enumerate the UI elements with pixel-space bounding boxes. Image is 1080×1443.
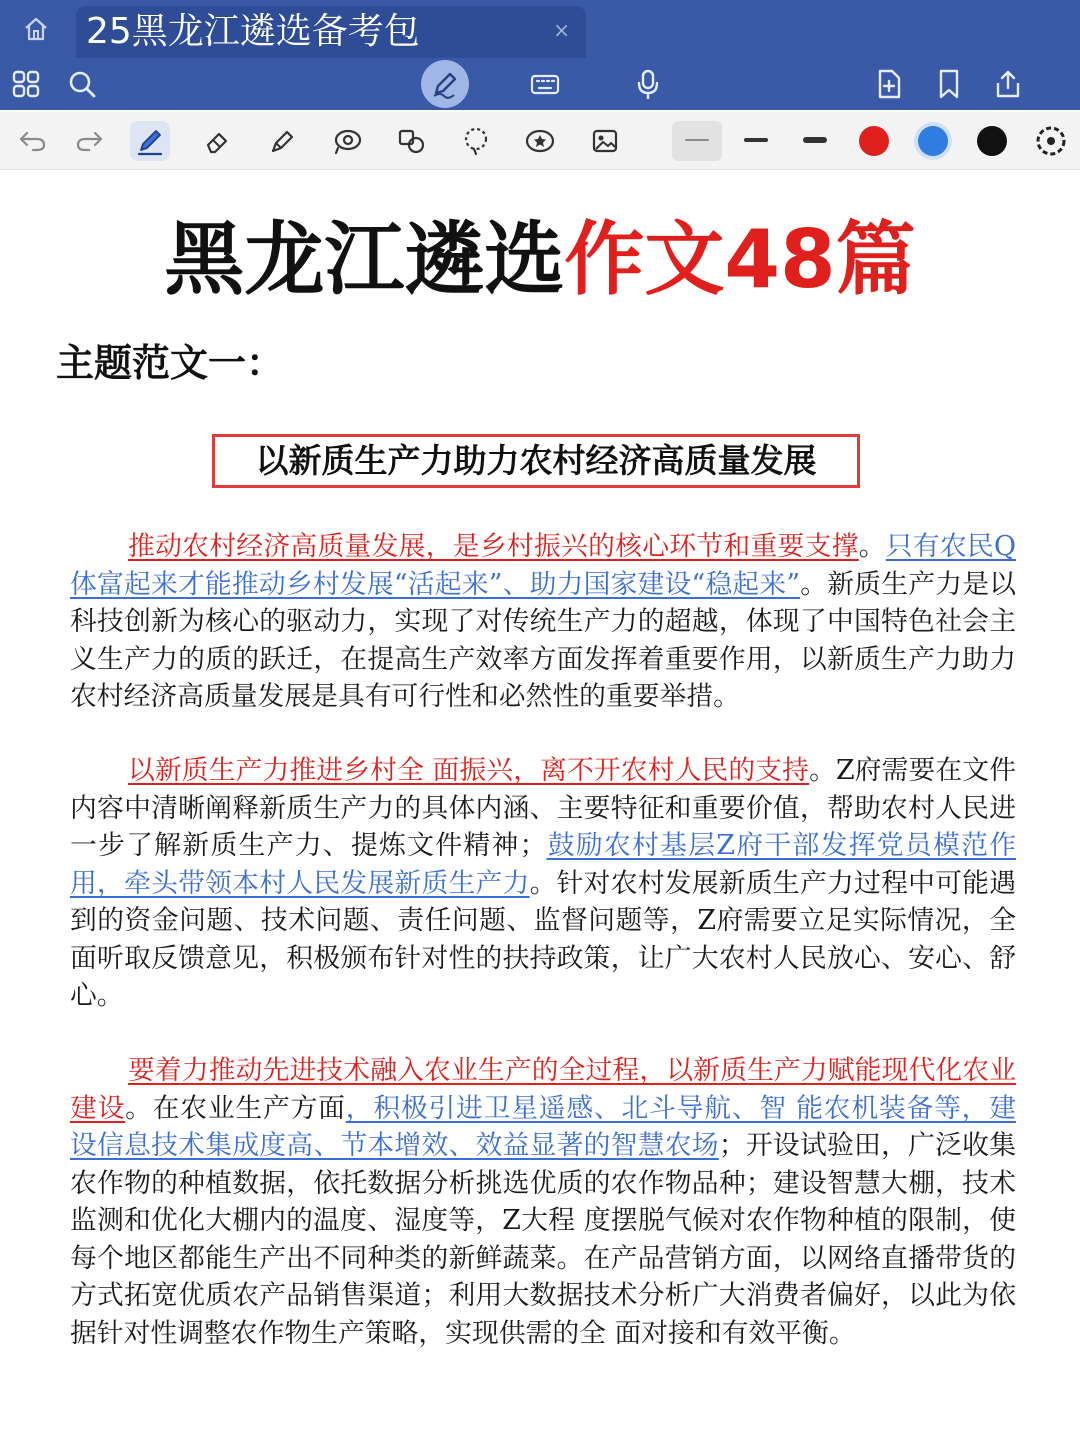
color-blue-swatch[interactable] — [918, 126, 948, 156]
pen-mode-button[interactable] — [421, 60, 469, 108]
p1-body-text: 。新质生产力是以科技创新为核心的驱动力，实现了对传统生产力的超越，体现了中国特色社会主义生产力的质的跃迁，在提高生产效率方面发挥着重要作用，以新质生产力助力农村经济高质量发展是具有可行性和必然性的重要举措。 — [70, 568, 1017, 712]
p3-blue-highlight: ，积极引进卫星遥感、北斗导航、智 能农机装备等，建设信息技术集成度高、节本增效、效益显著的智慧农场 — [70, 1092, 1017, 1161]
document-tab[interactable] — [76, 6, 586, 58]
section-subheading: 主题范文一： — [56, 340, 285, 385]
home-icon — [23, 16, 49, 42]
sticker-icon[interactable] — [520, 121, 560, 161]
undo-icon[interactable] — [12, 121, 52, 161]
page-heading — [0, 212, 1080, 308]
keyboard-icon[interactable] — [525, 64, 565, 104]
thin-line-option[interactable] — [672, 121, 722, 161]
eraser-icon[interactable] — [198, 121, 238, 161]
p1-mid-text: 。 — [858, 531, 886, 562]
essay-title-box — [212, 434, 860, 488]
shapes-icon[interactable] — [392, 121, 432, 161]
color-red-swatch[interactable] — [859, 126, 889, 156]
p3-red-highlight: 要着力推动先进技术融入农业生产的全过程，以新质生产力赋能现代化农业建设 — [70, 1055, 1016, 1124]
search-icon[interactable] — [62, 64, 102, 104]
essay-title: 以新质生产力助力农村经济高质量发展 — [255, 441, 817, 480]
bookmark-icon[interactable] — [929, 64, 969, 104]
paragraph-1 — [70, 528, 1016, 716]
microphone-icon[interactable] — [628, 64, 668, 104]
select-icon[interactable] — [456, 121, 496, 161]
title-bar — [0, 0, 1080, 58]
paragraph-2 — [70, 752, 1016, 1015]
heading-black-part: 黑龙江遴选 — [164, 213, 565, 306]
close-tab-icon[interactable]: × — [553, 18, 570, 42]
redo-icon[interactable] — [70, 121, 110, 161]
p3-mid-text: 。在农业生产方面 — [125, 1092, 346, 1124]
image-icon[interactable] — [585, 121, 625, 161]
thin-line-sample — [685, 139, 709, 141]
p1-red-highlight: 推动农村经济高质量发展，是乡村振兴的核心环节和重要支撑 — [128, 531, 859, 562]
lasso-icon[interactable] — [328, 121, 368, 161]
heading-red-part: 作文48篇 — [564, 213, 916, 306]
color-black-swatch[interactable] — [977, 126, 1007, 156]
pen-mode-icon — [430, 69, 460, 99]
medium-line-option[interactable] — [744, 138, 768, 142]
pen-icon[interactable] — [130, 121, 170, 161]
share-icon[interactable] — [988, 64, 1028, 104]
p2-red-highlight: 以新质生产力推进乡村全 面振兴，离不开农村人民的支持 — [128, 755, 810, 786]
p2-blue-highlight: 鼓励农村基层Z府干部发挥党员模范作用，牵头带领本村人民发展新质生产力 — [70, 830, 1016, 899]
thick-line-option[interactable] — [803, 137, 827, 143]
home-button[interactable] — [0, 0, 72, 58]
grid-icon[interactable] — [6, 64, 46, 104]
color-picker-icon[interactable] — [1034, 124, 1068, 158]
p2-mid-text: 。Z府需要在文件内容中清晰阐释新质生产力的具体内涵、主要特征和重要价值，帮助农村人民进一步了解新质生产力、提炼文件精神； — [70, 755, 1016, 861]
add-page-icon[interactable] — [869, 64, 909, 104]
p3-body-text: ；开设试验田，广泛收集农作物的种植数据，依托数据分析挑选优质的农作物品种；建设智慧大棚，技术监测和优化大棚内的温度、湿度等，Z大程 度摆脱气候对农作物种植的限制，使每个地区都能生产出不同种类的新鲜蔬菜。在产品营销方面，以网络直播带货的方式拓宽优质农产品销售渠道；利用大数据技术分析广大消费者偏好，以此为依据针对性调整农作物生产策略，实现供需的全 面对接和有效平衡。 — [70, 1130, 1017, 1349]
paragraph-3 — [70, 1052, 1016, 1352]
p2-body-text: 。针对农村发展新质生产力过程中可能遇到的资金问题、技术问题、责任问题、监督问题等，Z府需要立足实际情况，全 面听取反馈意见，积极颁布针对性的扶持政策，让广大农村人民放心、安心、舒心。 — [70, 867, 1017, 1011]
p1-blue-highlight: 只有农民Q体富起来才能推动乡村发展“活起来”、助力国家建设“稳起来” — [70, 531, 1017, 600]
highlighter-icon[interactable] — [262, 121, 302, 161]
main-toolbar — [0, 58, 1080, 110]
tab-title: 25黑龙江遴选备考包 — [86, 11, 420, 52]
